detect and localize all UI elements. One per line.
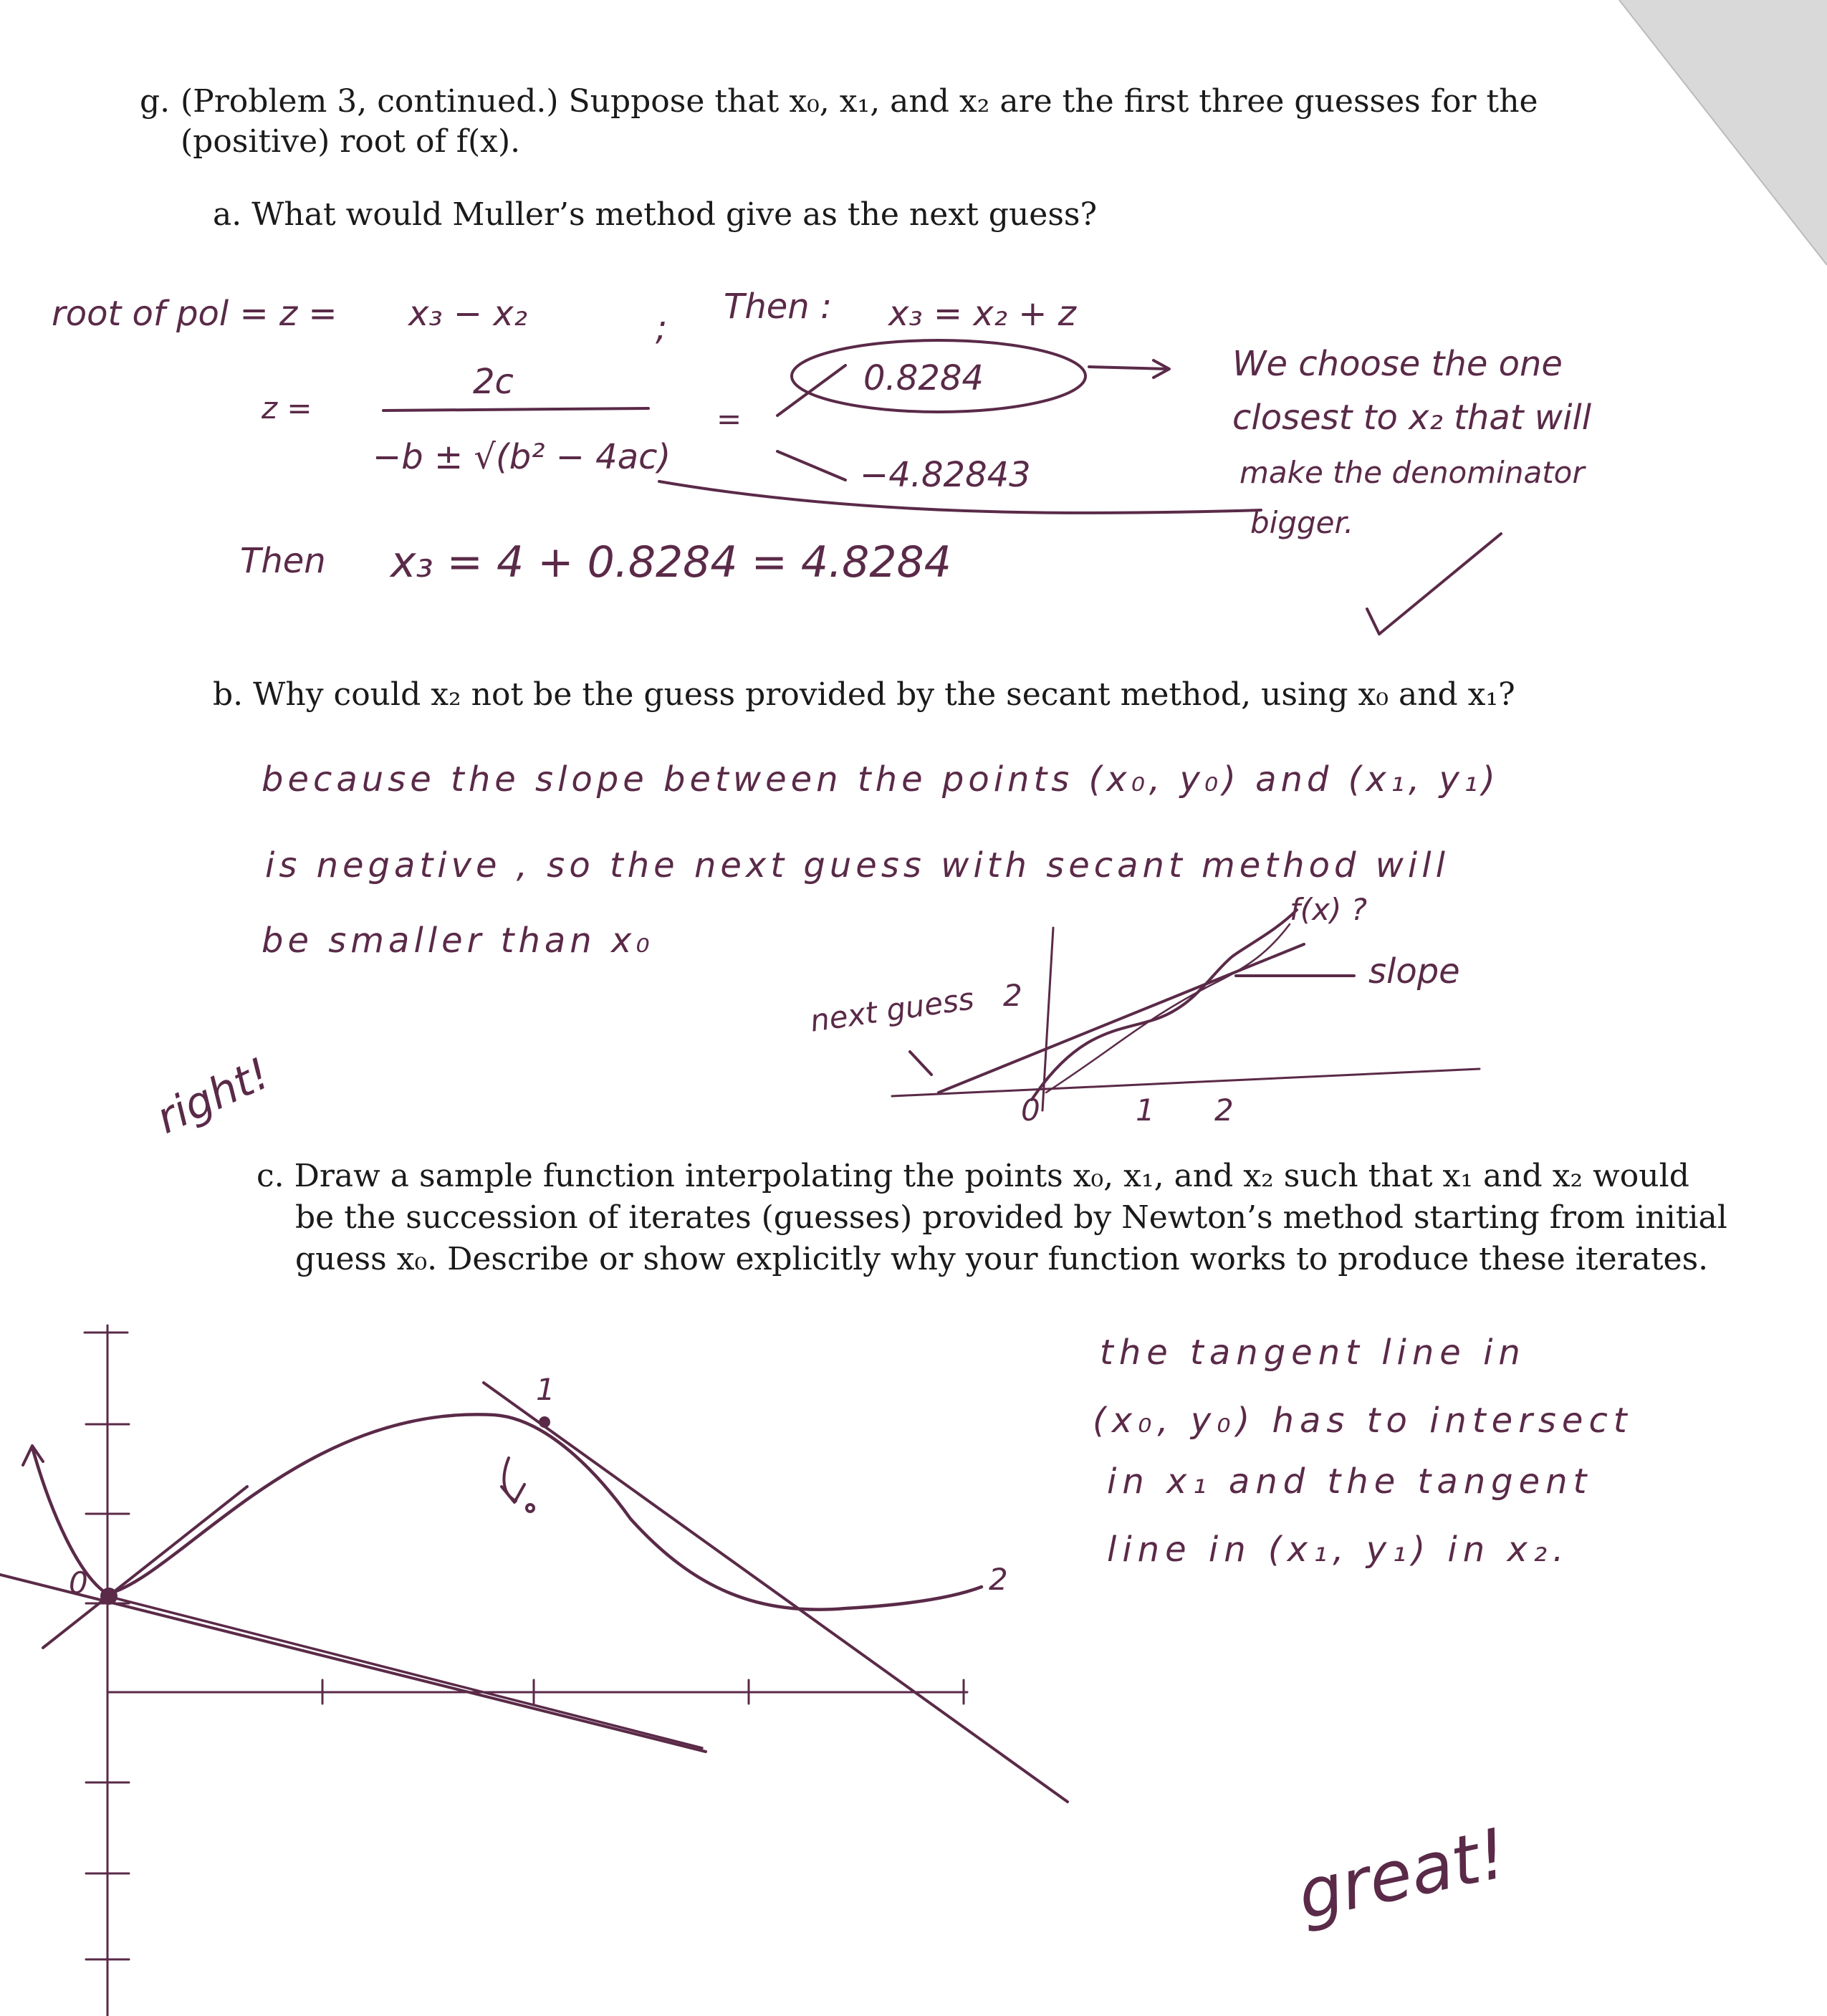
answer-c-line4: line in (x₁, y₁) in x₂. xyxy=(1107,1530,1570,1570)
answer-a-x3: x₃ = x₂ + z xyxy=(888,294,1076,334)
graph-b-slope-label: slope xyxy=(1368,951,1460,992)
graph-b-fx-label: f(x) ? xyxy=(1290,892,1368,927)
answer-c-line1: the tangent line in xyxy=(1100,1333,1526,1373)
question-b: b. Why could x₂ not be the guess provided by the secant method, using x₀ and x₁? xyxy=(213,676,1515,713)
answer-b-line1: because the slope between the points (x₀, y₀) and (x₁, y₁) xyxy=(262,759,1500,800)
answer-a-then-label: Then xyxy=(240,541,326,581)
answer-a-diff: x₃ − x₂ xyxy=(408,294,528,334)
answer-a-note-1: We choose the one xyxy=(1232,344,1563,384)
answer-a-note-2: closest to x₂ that will xyxy=(1232,398,1592,438)
question-c-line3: guess x₀. Describe or show explicitly why your function works to produce these iterates. xyxy=(295,1241,1709,1277)
grader-comment-c: great! xyxy=(1290,1813,1514,1936)
answer-a-denominator: −b ± √(b² − 4ac) xyxy=(373,437,671,477)
answer-b-line2: is negative , so the next guess with secant method will xyxy=(265,845,1449,885)
answer-a-then: Then : xyxy=(724,287,833,327)
answer-c-line3: in x₁ and the tangent xyxy=(1107,1461,1593,1502)
grader-comment-b: right! xyxy=(148,1048,278,1144)
graph-b-tick-1: 1 xyxy=(1136,1093,1155,1128)
answer-a-note-3: make the denominator xyxy=(1239,455,1585,490)
answer-a-sep: ; xyxy=(656,308,668,348)
answer-a-z-label: z = xyxy=(262,390,312,426)
graph-c-label-1: 1 xyxy=(536,1372,555,1407)
answer-c-line2: (x₀, y₀) has to intersect xyxy=(1093,1401,1633,1441)
question-c-line1: c. Draw a sample function interpolating the points x₀, x₁, and x₂ such that x₁ and x₂ would xyxy=(256,1158,1689,1194)
answer-a-final: x₃ = 4 + 0.8284 = 4.8284 xyxy=(390,537,951,587)
question-a: a. What would Muller’s method give as the next guess? xyxy=(213,196,1098,233)
graph-b-tick-2y: 2 xyxy=(1003,978,1022,1013)
question-c-line2: be the succession of iterates (guesses) provided by Newton’s method starting from initial xyxy=(295,1199,1727,1236)
answer-a-equals: = xyxy=(716,401,742,436)
graph-b-next-guess-label: next guess xyxy=(807,981,977,1039)
answer-a-root2: −4.82843 xyxy=(860,455,1031,495)
graph-b-tick-2: 2 xyxy=(1214,1093,1234,1128)
answer-a-numerator: 2c xyxy=(473,362,514,402)
answer-b-line3: be smaller than x₀ xyxy=(262,921,654,961)
problem-intro-line1: (Problem 3, continued.) Suppose that x₀, x₁, and x₂ are the first three guesses for the xyxy=(181,83,1538,120)
answer-a-root1: 0.8284 xyxy=(863,358,984,398)
problem-intro-line2: (positive) root of f(x). xyxy=(181,123,521,160)
graph-b-tick-0: 0 xyxy=(1021,1093,1040,1128)
answer-a-note-4: bigger. xyxy=(1250,505,1354,540)
graph-c-label-2: 2 xyxy=(989,1562,1008,1597)
graph-c-label-0: 0 xyxy=(69,1565,88,1600)
problem-label: g. xyxy=(140,83,171,120)
answer-a-root-def: root of pol = z = xyxy=(52,294,337,334)
